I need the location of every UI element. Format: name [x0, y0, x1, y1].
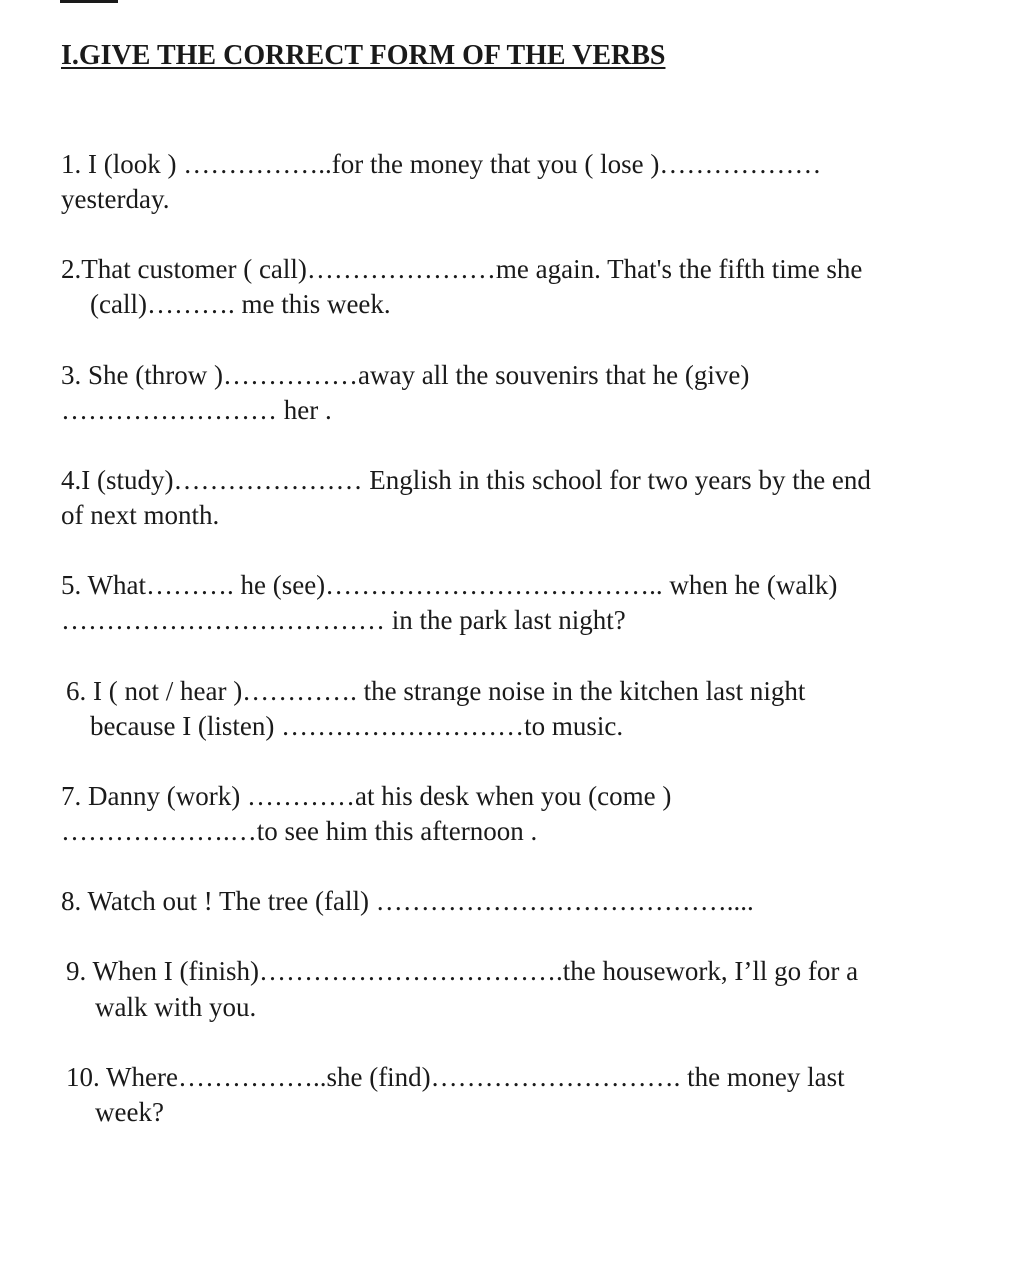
exercise-7-line-2: ……………….…to see him this afternoon . — [61, 816, 538, 846]
exercise-4-line-1: 4.I (study)………………… English in this school for two years by the end — [61, 465, 871, 495]
exercise-1-line-2: yesterday. — [61, 184, 170, 214]
exercise-3-line-1: 3. She (throw )……………away all the souvenirs that he (give) — [61, 360, 750, 390]
exercise-9-line-2: walk with you. — [95, 992, 257, 1022]
exercise-7-line-1: 7. Danny (work) …………at his desk when you (come ) — [61, 781, 672, 811]
exercise-8-line-1: 8. Watch out ! The tree (fall) ………………………………….... — [61, 886, 754, 916]
exercise-10-line-1: 10. Where……………..she (find)………………………. the money last — [66, 1062, 845, 1092]
exercise-3-line-2: …………………… her . — [61, 395, 332, 425]
exercise-2-line-1: 2.That customer ( call)…………………me again. That's the fifth time she — [61, 254, 863, 284]
exercise-9-line-1: 9. When I (finish)…………………………….the housework, I’ll go for a — [66, 956, 859, 986]
exercise-5-line-2: ……………………………… in the park last night? — [61, 605, 626, 635]
exercise-6-line-1: 6. I ( not / hear )…………. the strange noise in the kitchen last night — [66, 676, 806, 706]
exercise-2-line-2: (call)………. me this week. — [90, 289, 391, 319]
exercise-6-line-2: because I (listen) ………………………to music. — [90, 711, 624, 741]
exercise-10-line-2: week? — [95, 1097, 164, 1127]
exercise-5-line-1: 5. What………. he (see)……………………………….. when he (walk) — [61, 570, 838, 600]
exercise-1-line-1: 1. I (look ) ……………..for the money that you ( lose )……………… — [61, 149, 822, 179]
exercise-4-line-2: of next month. — [61, 500, 220, 530]
section-title: I.GIVE THE CORRECT FORM OF THE VERBS — [61, 40, 666, 71]
top-rule — [60, 0, 118, 3]
